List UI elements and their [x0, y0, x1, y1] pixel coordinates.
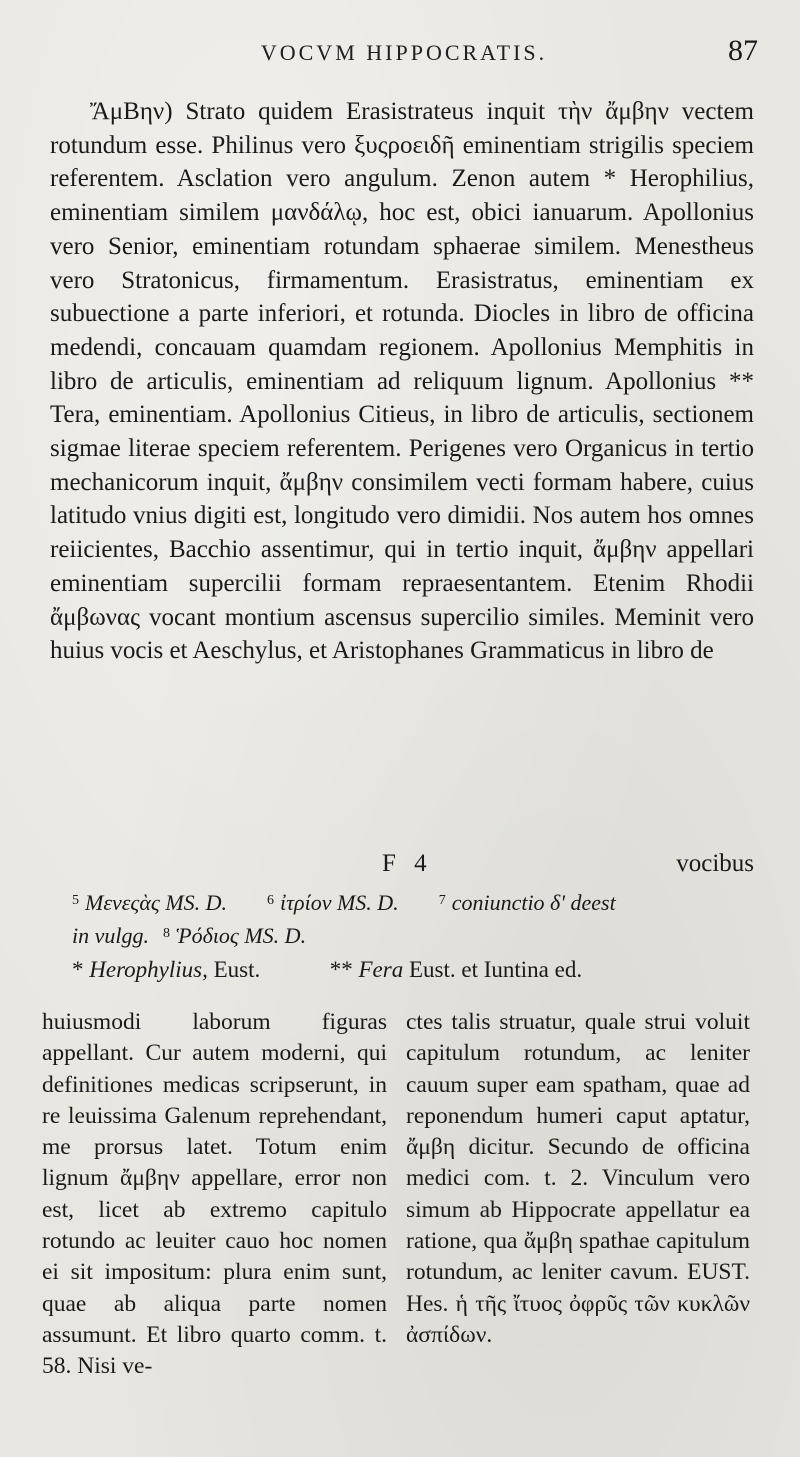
star-note-2-name: Fera [358, 957, 404, 982]
signature-mark: F 4 [382, 850, 433, 877]
notes-line-1 [72, 885, 754, 918]
note-6-number: 6 [267, 893, 275, 908]
right-column-text: ctes talis struatur, quale strui voluit capitulum rotundum, ac leniter cauum super eam spatham, quae ad reponendum humeri caput aptatur, ἄμβη dicitur. Secundo de officina medici com. t. 2. Vinculum vero simum ab Hippocrate appellatur ea ratione, qua ἄμβη spathae capitulum rotundum, ac leniter cavum. EUST. Hes. ἡ τῆς ἴτυος ὀφρῦς τῶν κυκλῶν ἀσπίδων. [406, 1009, 750, 1348]
running-title: VOCVM HIPPOCRATIS. [260, 40, 548, 65]
star-note-2-source: Eust. et Iuntina ed. [408, 957, 583, 982]
signature-line [50, 838, 754, 877]
note-8-number: 8 [163, 926, 170, 941]
page-number: 87 [728, 34, 758, 67]
note-7-text: coniunctio δ' deest [451, 890, 616, 915]
textual-notes [72, 885, 754, 951]
main-paragraph: ἌμΒην) Strato quidem Erasistrateus inquit τὴν ἄμβην vectem rotundum esse. Philinus vero ξυςροειδῆ eminentiam strigilis speciem referentem. Asclation vero angulum. Zenon autem * Herophilius, eminentiam similem μανδάλῳ, hoc est, obici ianuarum. Apollonius vero Senior, eminentiam rotundam sphaerae similem. Menestheus vero Stratonicus, firmamentum. Erasistratus, eminentiam ex subuectione a parte inferiori, et rotunda. Diocles in libro de officina medendi, concauam quamdam regionem. Apollonius Memphitis in libro de articulis, eminentiam ad reliquum lignum. Apollonius ** Tera, eminentiam. Apollonius Citieus, in libro de articulis, sectionem sigmae literae speciem referentem. Perigenes vero Organicus in tertio mechanicorum inquit, ἄμβην consimilem vecti formam habere, cuius latitudo vnius digiti est, longitudo vero dimidii. Nos autem hos omnes reiicientes, Bacchio assentimur, qui in tertio inquit, ἄμβην appellari eminentiam supercilii formam repraesentantem. Etenim Rhodii ἄμβωνας vocant montium ascensus supercilio similes. Meminit vero huius vocis et Aeschylus, et Aristophanes Grammaticus in libro de [50, 98, 754, 665]
note-5-number: 5 [72, 893, 79, 908]
notes-line-2 [72, 918, 754, 951]
note-6-text: ἰτρίον MS. D. [280, 890, 399, 915]
commentary-left-column [42, 1007, 387, 1383]
star-note-2-mark: ** [329, 957, 353, 982]
commentary-right-column [406, 1007, 750, 1351]
main-text-block [50, 95, 754, 668]
note-7-number: 7 [438, 893, 446, 908]
star-note-1-source: Eust. [213, 957, 261, 982]
star-note-1-mark: * [72, 957, 84, 982]
catchword: vocibus [676, 850, 754, 877]
asterisk-notes [72, 955, 754, 985]
star-note-1-name: Herophylius, [89, 957, 208, 982]
note-7-continuation: in vulgg. [72, 923, 149, 948]
left-column-text: huiusmodi laborum figuras appellant. Cur autem moderni, qui definitiones medicas scripserunt, in re leuissima Galenum reprehendant, me prorsus latet. Totum enim lignum ἄμβην appellare, error non est, licet ab extremo capitulo rotundo ac leuiter cauo hoc nomen ei sit impositum: plura enim sunt, quae ab aliqua parte nomen assumunt. Et libro quarto comm. t. 58. Nisi ve- [42, 1009, 387, 1380]
note-5-text: Μενεςὰς MS. D. [85, 890, 228, 915]
note-8-text: Ῥόδιος MS. D. [176, 923, 307, 948]
page-header [48, 34, 760, 78]
